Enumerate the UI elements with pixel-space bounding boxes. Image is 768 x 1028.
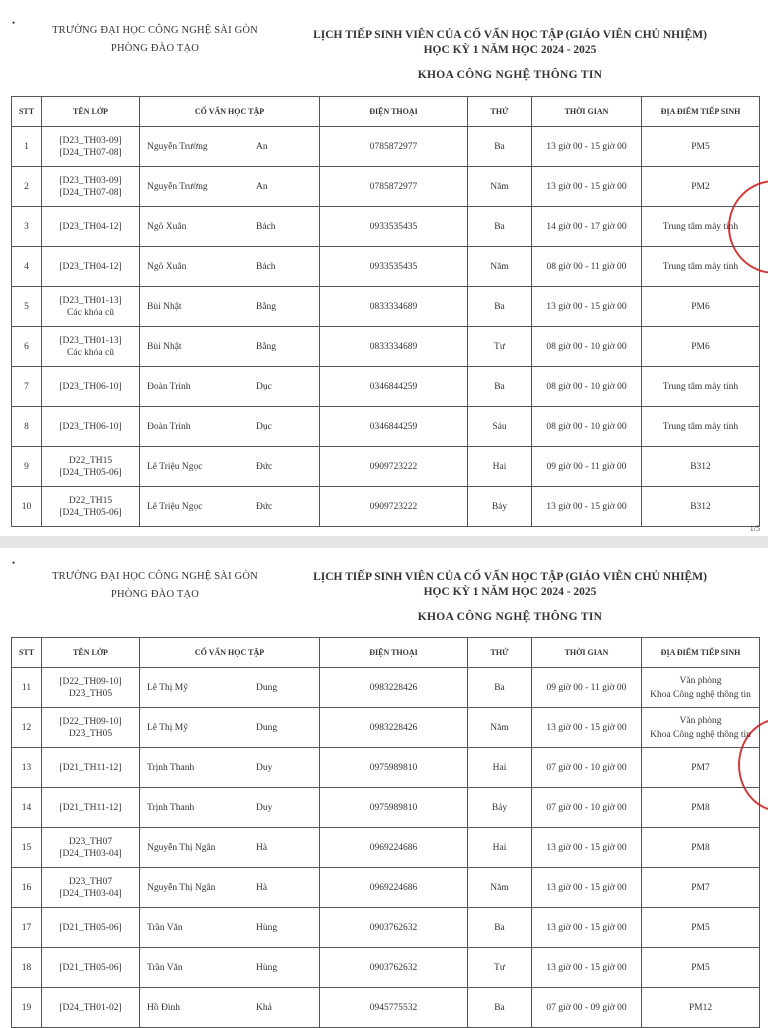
stt-cell: 1 <box>12 127 42 167</box>
advisor-given-name: An <box>256 181 268 192</box>
day-cell: Ba <box>468 988 532 1028</box>
phone-cell: 0933535435 <box>320 247 468 287</box>
time-cell: 13 giờ 00 - 15 giờ 00 <box>532 908 642 948</box>
stt-cell: 17 <box>12 908 42 948</box>
day-cell: Ba <box>468 127 532 167</box>
phone-cell: 0346844259 <box>320 407 468 447</box>
bullet-mark: • <box>12 558 16 568</box>
class-line: [D24_TH07-08] <box>59 187 122 198</box>
time-cell: 13 giờ 00 - 15 giờ 00 <box>532 487 642 527</box>
advisor-surname: Nguyễn Thị Ngân <box>147 882 216 893</box>
advisor-cell <box>140 447 320 487</box>
advisor-name <box>143 222 316 232</box>
location-line: Khoa Công nghệ thông tin <box>650 689 751 700</box>
class-cell <box>42 127 140 167</box>
day-cell: Năm <box>468 167 532 207</box>
column-header: TÊN LỚP <box>42 97 140 127</box>
phone-cell: 0785872977 <box>320 167 468 207</box>
advisor-cell <box>140 247 320 287</box>
column-header: ĐIỆN THOẠI <box>320 638 468 668</box>
location-cell <box>642 908 760 948</box>
advisor-given-name: Dục <box>256 381 272 392</box>
stt-cell: 4 <box>12 247 42 287</box>
day-cell: Hai <box>468 828 532 868</box>
class-line: D23_TH05 <box>68 728 113 739</box>
advisor-surname: Nguyễn Trường <box>147 181 208 192</box>
table-row <box>12 127 760 167</box>
phone-cell: 0833334689 <box>320 287 468 327</box>
location-cell <box>642 447 760 487</box>
term-title: HỌC KỲ 1 NĂM HỌC 2024 - 2025 <box>423 586 597 598</box>
advisor-surname: Nguyễn Trường <box>147 141 208 152</box>
advisor-name <box>143 923 316 933</box>
advisor-name <box>143 422 316 432</box>
day-cell: Năm <box>468 708 532 748</box>
class-line: [D22_TH09-10] <box>59 716 122 727</box>
location-cell <box>642 748 760 788</box>
class-line: [D22_TH09-10] <box>59 676 122 687</box>
time-cell: 09 giờ 00 - 11 giờ 00 <box>532 447 642 487</box>
advisor-name <box>143 723 316 733</box>
time-cell: 07 giờ 00 - 09 giờ 00 <box>532 988 642 1028</box>
time-cell: 13 giờ 00 - 15 giờ 00 <box>532 868 642 908</box>
stt-cell: 10 <box>12 487 42 527</box>
class-cell <box>42 367 140 407</box>
location-cell <box>642 788 760 828</box>
advisor-given-name: Hùng <box>256 962 278 973</box>
location-cell <box>642 167 760 207</box>
location-cell <box>642 828 760 868</box>
class-cell <box>42 828 140 868</box>
column-header: ĐỊA ĐIỂM TIẾP SINH <box>642 638 760 668</box>
class-cell <box>42 868 140 908</box>
location-line: Trung tâm máy tính <box>662 221 739 232</box>
class-line: [D23_TH03-09] <box>59 135 122 146</box>
time-cell: 13 giờ 00 - 15 giờ 00 <box>532 828 642 868</box>
column-header: CỐ VẤN HỌC TẬP <box>140 638 320 668</box>
class-line: D23_TH07 <box>68 836 113 847</box>
advisor-given-name: Đức <box>256 501 273 512</box>
faculty-title: KHOA CÔNG NGHỆ THÔNG TIN <box>417 69 603 81</box>
day-cell: Ba <box>468 287 532 327</box>
class-line: [D23_TH06-10] <box>59 421 122 432</box>
advisor-given-name: Dung <box>256 722 278 733</box>
advisor-surname: Bùi Nhật <box>147 301 182 312</box>
table-row <box>12 708 760 748</box>
advisor-name <box>143 883 316 893</box>
advisor-name <box>143 262 316 272</box>
day-cell: Hai <box>468 748 532 788</box>
faculty-title: KHOA CÔNG NGHỆ THÔNG TIN <box>417 611 603 623</box>
school-name: TRƯỜNG ĐẠI HỌC CÔNG NGHỆ SÀI GÒN <box>52 25 258 36</box>
advisor-cell <box>140 748 320 788</box>
column-header: CỐ VẤN HỌC TẬP <box>140 97 320 127</box>
column-header: TÊN LỚP <box>42 638 140 668</box>
table-row <box>12 207 760 247</box>
advisor-name <box>143 843 316 853</box>
class-line: [D24_TH03-04] <box>59 848 122 859</box>
class-line: [D23_TH01-13] <box>59 295 122 306</box>
time-cell: 14 giờ 00 - 17 giờ 00 <box>532 207 642 247</box>
stt-cell: 14 <box>12 788 42 828</box>
phone-cell: 0909723222 <box>320 487 468 527</box>
location-cell <box>642 988 760 1028</box>
advisor-given-name: Bằng <box>256 301 277 312</box>
day-cell: Tư <box>468 948 532 988</box>
stt-cell: 7 <box>12 367 42 407</box>
class-line: [D21_TH05-06] <box>59 922 122 933</box>
column-header: ĐỊA ĐIỂM TIẾP SINH <box>642 97 760 127</box>
phone-cell: 0785872977 <box>320 127 468 167</box>
table-row <box>12 287 760 327</box>
location-cell <box>642 668 760 708</box>
location-line: Trung tâm máy tính <box>662 261 739 272</box>
stt-cell: 19 <box>12 988 42 1028</box>
advisor-given-name: Dung <box>256 682 278 693</box>
table-row <box>12 327 760 367</box>
advisor-surname: Lê Triệu Ngọc <box>147 461 203 472</box>
table-row <box>12 948 760 988</box>
location-line: B312 <box>690 461 711 472</box>
table-row <box>12 988 760 1028</box>
advisor-surname: Trịnh Thanh <box>147 802 195 813</box>
location-cell <box>642 708 760 748</box>
advisor-given-name: Khả <box>256 1002 272 1013</box>
advisor-surname: Lê Thị Mỹ <box>147 722 188 733</box>
class-cell <box>42 788 140 828</box>
phone-cell: 0833334689 <box>320 327 468 367</box>
class-cell <box>42 487 140 527</box>
advisor-cell <box>140 988 320 1028</box>
advisor-given-name: Hà <box>256 882 268 893</box>
day-cell: Hai <box>468 447 532 487</box>
day-cell: Ba <box>468 668 532 708</box>
stt-cell: 15 <box>12 828 42 868</box>
class-cell <box>42 327 140 367</box>
table-row <box>12 367 760 407</box>
page-gap <box>0 536 768 548</box>
class-line: [D24_TH05-06] <box>59 507 122 518</box>
phone-cell: 0933535435 <box>320 207 468 247</box>
day-cell: Ba <box>468 367 532 407</box>
time-cell: 13 giờ 00 - 15 giờ 00 <box>532 127 642 167</box>
header-right <box>280 570 740 623</box>
advisor-cell <box>140 708 320 748</box>
phone-cell: 0969224686 <box>320 828 468 868</box>
table-row <box>12 447 760 487</box>
class-cell <box>42 748 140 788</box>
advisor-surname: Đoàn Trình <box>147 421 191 432</box>
schedule-table-1 <box>11 96 760 527</box>
phone-cell: 0945775532 <box>320 988 468 1028</box>
location-line: PM7 <box>691 762 710 773</box>
class-cell <box>42 407 140 447</box>
class-line: [D24_TH05-06] <box>59 467 122 478</box>
class-line: [D24_TH03-04] <box>59 888 122 899</box>
advisor-name <box>143 763 316 773</box>
advisor-cell <box>140 948 320 988</box>
document-title: LỊCH TIẾP SINH VIÊN CỦA CỐ VẤN HỌC TẬP (GIÁO VIÊN CHỦ NHIỆM) <box>313 29 707 41</box>
location-cell <box>642 327 760 367</box>
advisor-name <box>143 963 316 973</box>
advisor-given-name: Hùng <box>256 922 278 933</box>
location-line: PM5 <box>691 141 710 152</box>
header-left <box>20 22 290 58</box>
phone-cell: 0983228426 <box>320 708 468 748</box>
advisor-cell <box>140 868 320 908</box>
column-header: THỨ <box>468 638 532 668</box>
location-line: B312 <box>690 501 711 512</box>
advisor-name <box>143 182 316 192</box>
day-cell: Ba <box>468 207 532 247</box>
table-row <box>12 487 760 527</box>
location-line: Trung tâm máy tính <box>662 421 739 432</box>
class-cell <box>42 287 140 327</box>
time-cell: 07 giờ 00 - 10 giờ 00 <box>532 748 642 788</box>
office-name: PHÒNG ĐÀO TẠO <box>110 589 200 600</box>
advisor-surname: Ngô Xuân <box>147 261 187 272</box>
advisor-name <box>143 502 316 512</box>
phone-cell: 0346844259 <box>320 367 468 407</box>
class-cell <box>42 948 140 988</box>
advisor-given-name: Hà <box>256 842 268 853</box>
advisor-name <box>143 382 316 392</box>
class-line: Các khóa cũ <box>67 347 114 358</box>
advisor-given-name: Bách <box>256 261 276 272</box>
stt-cell: 5 <box>12 287 42 327</box>
class-line: [D23_TH06-10] <box>59 381 122 392</box>
advisor-cell <box>140 407 320 447</box>
column-header: THỜI GIAN <box>532 638 642 668</box>
bullet-mark: • <box>12 18 16 28</box>
advisor-surname: Trần Văn <box>147 922 183 933</box>
advisor-cell <box>140 287 320 327</box>
phone-cell: 0903762632 <box>320 948 468 988</box>
time-cell: 08 giờ 00 - 11 giờ 00 <box>532 247 642 287</box>
phone-cell: 0983228426 <box>320 668 468 708</box>
advisor-name <box>143 342 316 352</box>
stt-cell: 16 <box>12 868 42 908</box>
advisor-given-name: An <box>256 141 268 152</box>
time-cell: 13 giờ 00 - 15 giờ 00 <box>532 287 642 327</box>
header-row <box>12 638 760 668</box>
day-cell: Ba <box>468 908 532 948</box>
column-header: THỨ <box>468 97 532 127</box>
stt-cell: 3 <box>12 207 42 247</box>
column-header: STT <box>12 97 42 127</box>
stt-cell: 8 <box>12 407 42 447</box>
table-row <box>12 668 760 708</box>
stt-cell: 12 <box>12 708 42 748</box>
table-row <box>12 908 760 948</box>
advisor-surname: Nguyễn Thị Ngân <box>147 842 216 853</box>
advisor-cell <box>140 487 320 527</box>
advisor-given-name: Bằng <box>256 341 277 352</box>
time-cell: 08 giờ 00 - 10 giờ 00 <box>532 327 642 367</box>
location-line: PM6 <box>691 301 710 312</box>
class-line: [D21_TH05-06] <box>59 962 122 973</box>
class-cell <box>42 167 140 207</box>
advisor-cell <box>140 828 320 868</box>
time-cell: 13 giờ 00 - 15 giờ 00 <box>532 167 642 207</box>
stt-cell: 18 <box>12 948 42 988</box>
location-line: Văn phòng <box>679 715 722 726</box>
location-cell <box>642 207 760 247</box>
phone-cell: 0969224686 <box>320 868 468 908</box>
class-line: [D24_TH01-02] <box>59 1002 122 1013</box>
class-line: [D21_TH11-12] <box>59 802 122 813</box>
advisor-given-name: Bách <box>256 221 276 232</box>
location-cell <box>642 367 760 407</box>
column-header: STT <box>12 638 42 668</box>
document-title: LỊCH TIẾP SINH VIÊN CỦA CỐ VẤN HỌC TẬP (GIÁO VIÊN CHỦ NHIỆM) <box>313 571 707 583</box>
time-cell: 08 giờ 00 - 10 giờ 00 <box>532 407 642 447</box>
column-header: THỜI GIAN <box>532 97 642 127</box>
day-cell: Năm <box>468 868 532 908</box>
schedule-table-2 <box>11 637 760 1028</box>
location-cell <box>642 287 760 327</box>
page-2 <box>0 548 768 1024</box>
advisor-surname: Trịnh Thanh <box>147 762 195 773</box>
table-row <box>12 788 760 828</box>
location-line: Trung tâm máy tính <box>662 381 739 392</box>
advisor-cell <box>140 127 320 167</box>
advisor-given-name: Dục <box>256 421 272 432</box>
advisor-surname: Lê Thị Mỹ <box>147 682 188 693</box>
location-line: PM8 <box>691 842 710 853</box>
class-line: D22_TH15 <box>68 495 113 506</box>
location-line: PM7 <box>691 882 710 893</box>
advisor-surname: Đoàn Trình <box>147 381 191 392</box>
time-cell: 09 giờ 00 - 11 giờ 00 <box>532 668 642 708</box>
advisor-name <box>143 1003 316 1013</box>
location-cell <box>642 948 760 988</box>
advisor-cell <box>140 167 320 207</box>
time-cell: 07 giờ 00 - 10 giờ 00 <box>532 788 642 828</box>
day-cell: Bảy <box>468 487 532 527</box>
advisor-surname: Ngô Xuân <box>147 221 187 232</box>
class-cell <box>42 708 140 748</box>
advisor-name <box>143 142 316 152</box>
class-line: D23_TH07 <box>68 876 113 887</box>
time-cell: 13 giờ 00 - 15 giờ 00 <box>532 708 642 748</box>
advisor-cell <box>140 788 320 828</box>
class-line: [D23_TH01-13] <box>59 335 122 346</box>
time-cell: 13 giờ 00 - 15 giờ 00 <box>532 948 642 988</box>
advisor-cell <box>140 327 320 367</box>
stt-cell: 11 <box>12 668 42 708</box>
location-line: PM2 <box>691 181 710 192</box>
location-line: PM6 <box>691 341 710 352</box>
advisor-surname: Hồ Đình <box>147 1002 180 1013</box>
class-cell <box>42 447 140 487</box>
header-left <box>20 568 290 604</box>
class-line: D23_TH05 <box>68 688 113 699</box>
stt-cell: 13 <box>12 748 42 788</box>
table-row <box>12 868 760 908</box>
day-cell: Sáu <box>468 407 532 447</box>
advisor-cell <box>140 908 320 948</box>
class-cell <box>42 247 140 287</box>
advisor-surname: Trần Văn <box>147 962 183 973</box>
advisor-given-name: Duy <box>256 802 273 813</box>
class-cell <box>42 207 140 247</box>
location-cell <box>642 487 760 527</box>
class-cell <box>42 668 140 708</box>
table-row <box>12 407 760 447</box>
day-cell: Năm <box>468 247 532 287</box>
stt-cell: 2 <box>12 167 42 207</box>
advisor-surname: Lê Triệu Ngọc <box>147 501 203 512</box>
table-row <box>12 247 760 287</box>
class-line: [D23_TH03-09] <box>59 175 122 186</box>
header-right <box>280 28 740 81</box>
stt-cell: 9 <box>12 447 42 487</box>
location-line: PM5 <box>691 962 710 973</box>
class-line: [D24_TH07-08] <box>59 147 122 158</box>
class-line: Các khóa cũ <box>67 307 114 318</box>
advisor-name <box>143 462 316 472</box>
advisor-cell <box>140 367 320 407</box>
advisor-given-name: Đức <box>256 461 273 472</box>
advisor-cell <box>140 668 320 708</box>
class-line: D22_TH15 <box>68 455 113 466</box>
phone-cell: 0975989810 <box>320 748 468 788</box>
day-cell: Tư <box>468 327 532 367</box>
advisor-given-name: Duy <box>256 762 273 773</box>
time-cell: 08 giờ 00 - 10 giờ 00 <box>532 367 642 407</box>
day-cell: Bảy <box>468 788 532 828</box>
advisor-name <box>143 803 316 813</box>
location-cell <box>642 407 760 447</box>
advisor-name <box>143 302 316 312</box>
location-line: PM12 <box>688 1002 713 1013</box>
location-line: PM8 <box>691 802 710 813</box>
location-line: Văn phòng <box>679 675 722 686</box>
advisor-surname: Bùi Nhật <box>147 341 182 352</box>
term-title: HỌC KỲ 1 NĂM HỌC 2024 - 2025 <box>423 44 597 56</box>
advisor-cell <box>140 207 320 247</box>
class-line: [D21_TH11-12] <box>59 762 122 773</box>
table-row <box>12 828 760 868</box>
class-cell <box>42 988 140 1028</box>
location-line: Khoa Công nghệ thông tin <box>650 729 751 740</box>
phone-cell: 0975989810 <box>320 788 468 828</box>
location-cell <box>642 127 760 167</box>
school-name: TRƯỜNG ĐẠI HỌC CÔNG NGHỆ SÀI GÒN <box>52 571 258 582</box>
class-line: [D23_TH04-12] <box>59 221 122 232</box>
phone-cell: 0909723222 <box>320 447 468 487</box>
column-header: ĐIỆN THOẠI <box>320 97 468 127</box>
location-line: PM5 <box>691 922 710 933</box>
page-number: 1/5 <box>749 524 760 533</box>
table-row <box>12 167 760 207</box>
header-row <box>12 97 760 127</box>
class-line: [D23_TH04-12] <box>59 261 122 272</box>
advisor-name <box>143 683 316 693</box>
location-cell <box>642 868 760 908</box>
location-cell <box>642 247 760 287</box>
stt-cell: 6 <box>12 327 42 367</box>
class-cell <box>42 908 140 948</box>
office-name: PHÒNG ĐÀO TẠO <box>110 43 200 54</box>
phone-cell: 0903762632 <box>320 908 468 948</box>
table-row <box>12 748 760 788</box>
